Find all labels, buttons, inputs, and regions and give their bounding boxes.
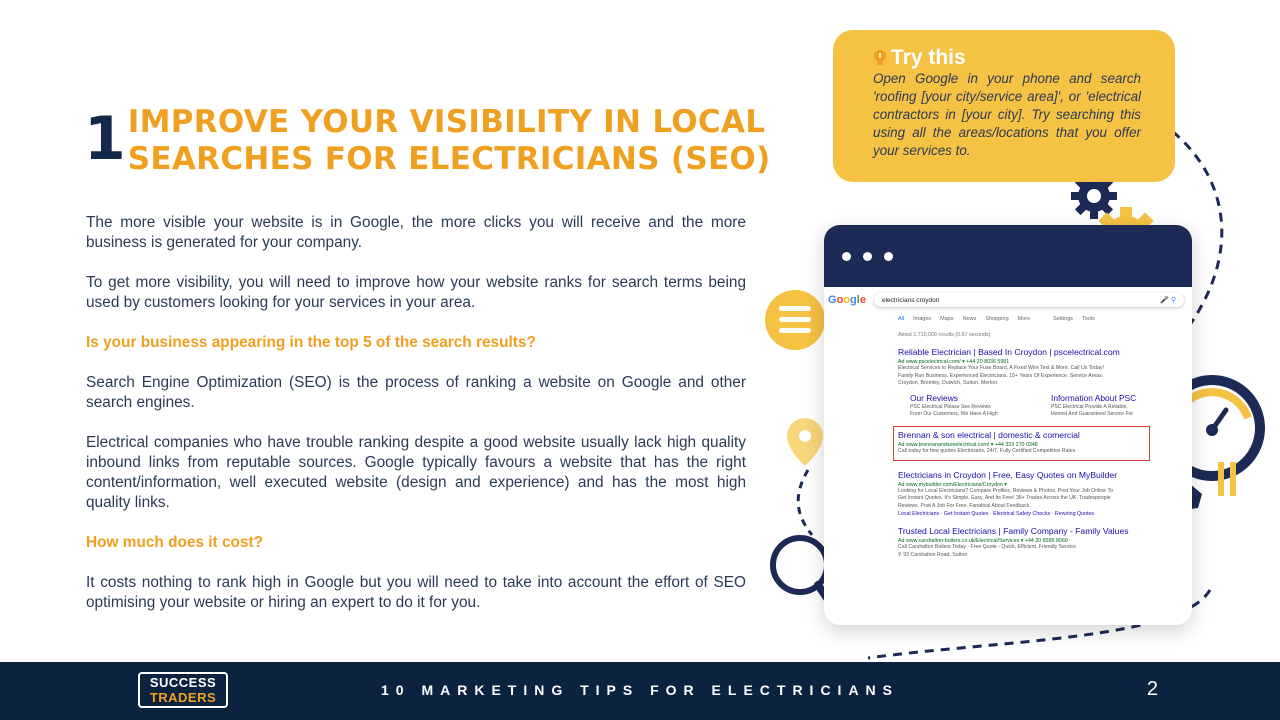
- dashed-path-left: [798, 470, 812, 535]
- callout-title: Try this: [891, 46, 966, 69]
- sitelink-title[interactable]: Information About PSC: [1051, 392, 1137, 403]
- sitelinks: [910, 393, 1160, 419]
- result-title-link[interactable]: Electricians in Croydon | Free, Easy Quotes on MyBuilder: [898, 469, 1118, 480]
- tab-all[interactable]: All: [898, 316, 905, 322]
- sitelink-desc: Honest And Guaranteed Service For: [1051, 411, 1134, 418]
- window-dot-icon: [863, 252, 872, 261]
- sitelink-title[interactable]: Our Reviews: [910, 392, 958, 403]
- sitelink-desc: From Our Customers, We Have A High: [910, 411, 998, 418]
- paragraph: To get more visibility, you will need to improve how your website ranks for search terms being used by customers looking for your services in your area.: [86, 274, 746, 311]
- browser-title-bar: [824, 225, 1192, 287]
- section-title: [128, 104, 771, 178]
- try-this-callout: [833, 30, 1175, 182]
- sitelink: [1051, 393, 1160, 419]
- footer-bar: [0, 662, 1280, 720]
- lightbulb-icon: [873, 49, 887, 67]
- result-description: Get Instant Quotes. It's Simple, Easy, And Its Free! 38+ Trades Across the UK. Tradespeople: [898, 495, 1111, 502]
- results-stats: About 1,710,000 results (0.67 seconds): [898, 332, 991, 338]
- result-description: Reviews. Post A Job For Free. Fanatical About Feedback.: [898, 502, 1031, 509]
- page-number: 2: [1146, 678, 1158, 700]
- search-result: [898, 430, 1152, 456]
- location-pin-icon: [787, 418, 823, 466]
- section-title-line1: IMPROVE YOUR VISIBILITY IN LOCAL: [127, 104, 766, 140]
- tab-more[interactable]: More: [1017, 316, 1031, 322]
- result-description: Croydon, Bromley, Dulwich, Sutton, Merton.: [898, 380, 999, 387]
- google-results-page: [824, 287, 1192, 560]
- paragraph: The more visible your website is in Google, the more clicks you will receive and the more business is generated for your company.: [86, 214, 746, 251]
- result-url: Ad www.carshalton-boilers.co.uk/Electrical/Services ▾ +44 20 8395 8060: [898, 538, 1068, 545]
- google-logo: Google: [828, 294, 866, 306]
- google-tabs: [828, 316, 1184, 322]
- result-description: Call today for free quotes Electricians, 24/7, Fully Certified Competitive Rates: [898, 447, 1076, 454]
- body-text: [86, 213, 746, 633]
- result-url: Ad www.mybuilder.com/Electricians/Croydon ▾: [898, 481, 1007, 488]
- callout-header: [873, 46, 1141, 70]
- logo-line1: SUCCESS: [149, 675, 217, 690]
- footer-tagline: 10 MARKETING TIPS FOR ELECTRICIANS: [380, 682, 900, 698]
- window-dot-icon: [842, 252, 851, 261]
- tab-settings[interactable]: Settings: [1053, 316, 1074, 322]
- sitelink-desc: PSC Electrical Please See Reviews: [910, 403, 991, 410]
- result-description: Family Run Business. Experienced Electricians. 15+ Years Of Experience. Service Areas:: [898, 372, 1104, 379]
- logo-line2: TRADERS: [149, 690, 217, 705]
- result-sublinks[interactable]: Local Electricians · Get Instant Quotes · Electrical Safety Checks · Rewiring Quotes: [898, 511, 1095, 518]
- magnifier-icon: [773, 538, 827, 592]
- result-title-link[interactable]: Trusted Local Electricians | Family Company - Family Values: [898, 526, 1129, 537]
- mic-search-icon[interactable]: 🎤 ⚲: [1160, 297, 1176, 304]
- section-title-line2: SEARCHES FOR ELECTRICIANS (SEO): [127, 141, 771, 177]
- sitelink: [910, 393, 1019, 419]
- tab-tools[interactable]: Tools: [1082, 316, 1095, 322]
- tab-news[interactable]: News: [962, 316, 977, 322]
- highlighted-result-box: [893, 426, 1150, 461]
- callout-text: Open Google in your phone and search 'roofing [your city/service area]', or 'electrical contractors in [your city]. Try searching this using all the areas/locations that you offer your services to.: [873, 71, 1141, 158]
- section-heading: [84, 100, 771, 178]
- result-title-link[interactable]: Reliable Electrician | Based In Croydon | pscelectrical.com: [898, 347, 1120, 357]
- paragraph: Electrical companies who have trouble ranking despite a good website usually lack high quality inbound links from reputable sources. Google typically favours a website that has the right content/information, well executed website (design and experience) and has the most high quality links.: [86, 434, 746, 511]
- subheading-question: Is your business appearing in the top 5 of the search results?: [86, 334, 536, 351]
- result-description: Looking for Local Electricians? Compare Profiles, Reviews & Photos. Post Your Job Online To: [898, 487, 1114, 494]
- result-url: Ad www.brennanandsonelectrical.com/ ▾ +44 333 270 0348: [898, 441, 1038, 448]
- google-search-input[interactable]: [874, 293, 1184, 307]
- paragraph: Search Engine Optimization (SEO) is the process of ranking a website on Google and other search engines.: [86, 374, 746, 411]
- arrows-up-icon: [1218, 462, 1236, 496]
- result-description: Electrical Services to Replace Your Fuse Board, A Fixed Wire Test & More. Call Us Today!: [898, 365, 1104, 371]
- browser-mockup: [824, 225, 1192, 625]
- search-result: [898, 347, 1152, 388]
- tab-images[interactable]: Images: [913, 316, 932, 322]
- search-result: [898, 526, 1152, 559]
- result-title-link[interactable]: Brennan & son electrical | domestic & comercial: [898, 429, 1080, 440]
- window-dot-icon: [884, 252, 893, 261]
- subheading-question: How much does it cost?: [86, 534, 264, 551]
- sitelink-desc: PSC Electrical Provide A Reliable,: [1051, 403, 1128, 410]
- search-result: [898, 470, 1152, 518]
- tab-maps[interactable]: Maps: [940, 316, 954, 322]
- tab-shopping[interactable]: Shopping: [985, 316, 1009, 322]
- result-description: ⚲ 93 Carshalton Road, Sutton: [898, 551, 968, 558]
- search-query: electricians croydon: [881, 296, 940, 304]
- google-search-bar-row: [828, 293, 1184, 307]
- section-number: 1: [84, 104, 124, 174]
- result-url: Ad www.pscelectrical.com/ ▾ +44 20 8036 5981: [898, 359, 1010, 365]
- menu-icon: [765, 290, 825, 350]
- paragraph: It costs nothing to rank high in Google but you will need to take into account the effort of SEO optimising your website or hiring an expert to do it for you.: [86, 574, 746, 611]
- result-description: Call Carshalton Boilers Today - Free Quote - Quick, Efficient, Friendly Service: [898, 544, 1076, 551]
